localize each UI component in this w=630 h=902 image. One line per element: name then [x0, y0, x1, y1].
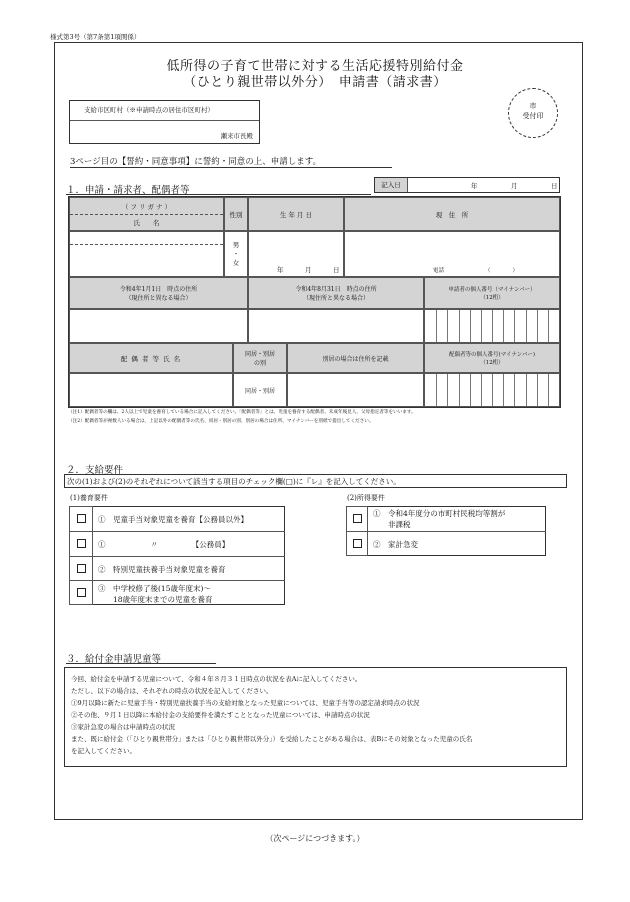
req-right-2: ② 家計急変 [373, 540, 418, 549]
mynumber-l2: （12桁） [480, 295, 504, 301]
checkbox-special-child[interactable] [77, 564, 86, 573]
digit-divider [537, 374, 538, 406]
mynumber-l1: 申請者の個人番号（マイナンバー） [448, 287, 536, 293]
section2-heading: ２．支給要件 [66, 465, 124, 476]
instruction-text: 次の(1)および(2)のそれぞれについて該当する項目のチェック欄(□)に『レ』を記入してください。 [67, 477, 401, 486]
cohab-l1: 同居・別居 [244, 351, 275, 358]
separate-note: 別居の場合は住所を記載 [287, 343, 424, 373]
digit-divider [503, 310, 504, 342]
continue-note: （次ページにつづきます。） [265, 834, 365, 843]
cohab-l2: の別 [253, 360, 266, 367]
req-left-4b: 18歳年度末までの児童を養育 [98, 595, 213, 604]
digit-divider [514, 310, 515, 342]
spouse-mynumber-l1: 配偶者等の個人番号(マイナンバー) [448, 352, 536, 358]
checkbox-child-allowance[interactable] [77, 514, 86, 523]
s3-line5: ③家計急変の場合は申請時点の状況 [71, 723, 175, 731]
digit-divider [503, 374, 504, 406]
addr-aug31-l2: （現住所と異なる場合） [302, 295, 369, 302]
req-left-4a: ③ 中学校修了後(15歳年度末)～ [98, 584, 211, 593]
spouse-name-header: 配 偶 者 等 氏 名 [69, 343, 233, 373]
digit-divider [447, 374, 448, 406]
name-input[interactable] [69, 231, 224, 277]
female-option[interactable]: 女 [232, 258, 240, 267]
checkbox-high-school[interactable] [77, 588, 86, 597]
digit-divider [514, 374, 515, 406]
s3-line7: を記入してください。 [71, 747, 136, 755]
addr-jan1-header [69, 277, 248, 309]
s3-line4: ②その他、９月１日以降に本給付金の支給要件を満たすこととなった児童については、申請時点の状況 [71, 711, 370, 719]
spouse-name-input[interactable] [69, 373, 233, 407]
req-right-1b: 非課税 [373, 520, 411, 529]
instruction-box [64, 474, 567, 488]
gender-select[interactable] [224, 231, 248, 277]
s3-line2: ただし、以下の場合は、それぞれの時点の状況を記入してください。 [71, 687, 273, 695]
digit-divider [436, 374, 437, 406]
checkbox-sudden-change[interactable] [353, 539, 362, 548]
addr-aug31-input[interactable] [248, 309, 424, 343]
digit-divider [492, 310, 493, 342]
date-year: 年 [471, 182, 478, 190]
digit-divider [548, 310, 549, 342]
spouse-mynumber-l2: （12桁） [480, 360, 504, 366]
birth-day-label: 日 [333, 266, 340, 274]
name-header [69, 197, 224, 231]
gender-header: 性別 [224, 197, 248, 231]
phone-field[interactable]: （ ） [485, 268, 519, 274]
digit-divider [526, 374, 527, 406]
right-requirements-title: (2)所得要件 [347, 494, 385, 502]
form-title-line1: 低所得の子育て世帯に対する生活応援特別給付金 [166, 59, 464, 74]
digit-divider [537, 310, 538, 342]
digit-divider [470, 374, 471, 406]
req-left-1: ① 児童手当対象児童を養育【公務員以外】 [98, 515, 248, 524]
section3-heading: ３．給付金申請児童等 [66, 654, 162, 665]
s3-line6: また、既に給付金（「ひとり親世帯分」または「ひとり親世帯以外分」）を受給したことがある場合は、表Bにその対象となった児童の氏名 [71, 735, 473, 743]
birth-input[interactable] [248, 231, 344, 277]
section3-info-box [64, 667, 567, 767]
spouse-mynumber-header [424, 343, 560, 373]
section1-heading: １．申請・請求者、配偶者等 [66, 185, 190, 196]
addressee-box [69, 100, 260, 144]
digit-divider [492, 374, 493, 406]
date-box[interactable] [374, 177, 560, 193]
checkbox-tax-exempt[interactable] [353, 514, 362, 523]
address-header: 現 住 所 [344, 197, 560, 231]
date-month: 月 [511, 182, 518, 190]
s3-line3: ①9月以降に新たに児童手当・特別児童扶養手当の支給対象となった児童については、児童手当等の認定請求時点の状況 [71, 699, 420, 707]
date-day: 日 [551, 182, 558, 190]
digit-divider [481, 310, 482, 342]
date-label: 記入日 [375, 178, 408, 192]
mynumber-input[interactable] [424, 309, 560, 343]
birth-year-label: 年 [277, 266, 284, 274]
note1: （注1）配偶者等の欄は、2人以上で児童を養育している場合に記入してください。「配偶者等」とは、児童を養育する配偶者、未成年後見人、父母指定者等をいいます。 [68, 410, 416, 415]
digit-divider [470, 310, 471, 342]
left-requirements-title: (1)養育要件 [70, 494, 108, 502]
addr-aug31-l1: 令和4年8月31日 時点の住所 [295, 286, 377, 293]
cohab-header [233, 343, 287, 373]
checkbox-child-allowance-public[interactable] [77, 539, 86, 548]
addr-jan1-l2: （現住所と異なる場合） [125, 295, 192, 302]
pledge-note: 3ページ目の【誓約・同意事項】に誓約・同意の上、申請します。 [70, 157, 322, 167]
reception-stamp [508, 88, 558, 138]
req-left-3: ② 特別児童扶養手当対象児童を養育 [98, 565, 226, 574]
addressee-label: 支給市区町村（※申請時点の居住市区町村） [84, 106, 214, 114]
address-input[interactable] [344, 231, 560, 277]
digit-divider [447, 310, 448, 342]
name-label: 氏 名 [133, 218, 160, 227]
gender-separator: ・ [232, 249, 240, 258]
form-number: 様式第3号（第7条第1項関係） [50, 33, 141, 41]
digit-divider [459, 374, 460, 406]
addr-jan1-input[interactable] [69, 309, 248, 343]
addr-jan1-l1: 令和4年1月1日 時点の住所 [119, 286, 198, 293]
note2: （注2）配偶者等が複数人いる場合は、上記以外の配偶者等の氏名、同居・別居の別、別居の場合は住所、マイナンバーを別紙で提出してください。 [68, 419, 374, 424]
req-right-1a: ① 令和4年度分の市町村民税均等割が [373, 509, 506, 518]
spouse-address-input[interactable] [287, 373, 424, 407]
mynumber-header [424, 277, 560, 309]
male-option[interactable]: 男 [232, 240, 240, 249]
birth-month-label: 月 [305, 266, 312, 274]
stamp-label: 受付印 [522, 112, 544, 120]
digit-divider [459, 310, 460, 342]
digit-divider [436, 310, 437, 342]
req-left-2: ① 〃 【公務員】 [98, 540, 230, 549]
s3-line1: 今回、給付金を申請する児童について、令和４年８月３１日時点の状況を表Aに記入してください。 [71, 675, 362, 683]
stamp-city: 市 [529, 102, 537, 110]
addressee-name[interactable]: 瀬来市長殿 [220, 132, 253, 140]
digit-divider [481, 374, 482, 406]
phone-label: 電話 [433, 268, 445, 274]
digit-divider [548, 374, 549, 406]
addr-aug31-header [248, 277, 424, 309]
birth-header: 生 年 月 日 [248, 197, 344, 231]
digit-divider [526, 310, 527, 342]
cohab-select[interactable]: 同居・別居 [233, 373, 287, 407]
form-title-line2: （ひとり親世帯以外分） 申請書（請求書） [183, 75, 447, 90]
furigana-label: （ フ リ ガ ナ ） [121, 202, 172, 211]
spouse-mynumber-input[interactable] [424, 373, 560, 407]
